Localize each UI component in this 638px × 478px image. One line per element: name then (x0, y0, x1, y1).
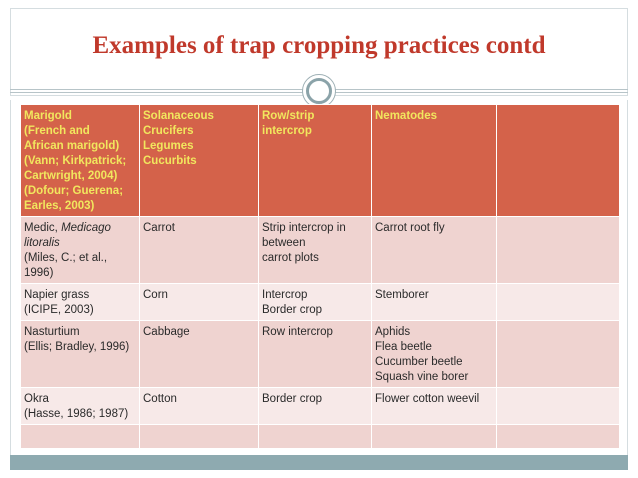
cell-empty (21, 425, 140, 449)
cell-text: Corn (143, 289, 168, 301)
header-text: Cucurbits (143, 155, 197, 167)
cell-text: Cabbage (143, 326, 190, 338)
trap-cropping-table (20, 104, 620, 449)
cell-empty (140, 425, 259, 449)
cell-empty (497, 284, 620, 321)
table-header-row (21, 105, 620, 217)
cell-empty (372, 425, 497, 449)
cell-empty (497, 321, 620, 388)
cell-text: Cotton (143, 393, 177, 405)
cell-text: Napier grass (24, 289, 90, 301)
cell-text: (ICIPE, 2003) (24, 304, 94, 316)
header-text: (Dofour; Guerena; (24, 185, 124, 197)
cell-empty (259, 425, 372, 449)
cell-text: Carrot root fly (375, 222, 445, 234)
cell-text: Row intercrop (262, 326, 333, 338)
cell-main-crop (140, 217, 259, 284)
cell-pest (372, 284, 497, 321)
header-text: intercrop (262, 125, 312, 137)
cell-main-crop (140, 321, 259, 388)
cell-text: Medic, (24, 222, 62, 234)
header-cell-pest (372, 105, 497, 217)
slide-title: Examples of trap cropping practices contd (92, 32, 546, 59)
cell-trap-crop (21, 388, 140, 425)
cell-text: Aphids (375, 326, 411, 338)
header-text: (Vann; Kirkpatrick; (24, 155, 127, 167)
header-text: Legumes (143, 140, 194, 152)
cell-method (259, 321, 372, 388)
cell-method (259, 284, 372, 321)
cell-empty (497, 388, 620, 425)
cell-text: 1996) (24, 267, 54, 279)
header-text: Solanaceous (143, 110, 214, 122)
cell-text: Flower cotton weevil (375, 393, 480, 405)
header-cell-main-crop (140, 105, 259, 217)
divider-ornament-ring (306, 78, 332, 104)
table-row (21, 388, 620, 425)
cell-method (259, 217, 372, 284)
cell-pest (372, 388, 497, 425)
cell-text: Border crop (262, 393, 323, 405)
cell-trap-crop (21, 217, 140, 284)
table-row (21, 284, 620, 321)
cell-text: Intercrop (262, 289, 308, 301)
cell-text: Nasturtium (24, 326, 80, 338)
cell-trap-crop (21, 284, 140, 321)
cell-text: Strip intercrop in (262, 222, 346, 234)
cell-empty (497, 425, 620, 449)
header-cell-method (259, 105, 372, 217)
cell-text: Carrot (143, 222, 175, 234)
cell-pest (372, 217, 497, 284)
cell-text: Cucumber beetle (375, 356, 463, 368)
cell-text: (Miles, C.; et al., (24, 252, 108, 264)
cell-empty (497, 217, 620, 284)
cell-text: Flea beetle (375, 341, 432, 353)
footer-band (10, 455, 628, 470)
header-text: African marigold) (24, 140, 120, 152)
header-text: Marigold (24, 110, 72, 122)
cell-method (259, 388, 372, 425)
cell-text-italic: Medicago (61, 222, 111, 234)
table-row-empty (21, 425, 620, 449)
table-row (21, 321, 620, 388)
cell-main-crop (140, 388, 259, 425)
cell-text: (Hasse, 1986; 1987) (24, 408, 129, 420)
header-text: Nematodes (375, 110, 437, 122)
cell-main-crop (140, 284, 259, 321)
cell-text: between (262, 237, 306, 249)
header-cell-trap-crop (21, 105, 140, 217)
header-text: Earles, 2003) (24, 200, 95, 212)
cell-text: (Ellis; Bradley, 1996) (24, 341, 130, 353)
cell-text-italic: litoralis (24, 237, 60, 249)
cell-trap-crop (21, 321, 140, 388)
table-row (21, 217, 620, 284)
header-text: (French and (24, 125, 90, 137)
cell-pest (372, 321, 497, 388)
header-text: Cartwright, 2004) (24, 170, 118, 182)
header-cell-empty (497, 105, 620, 217)
cell-text: Okra (24, 393, 49, 405)
cell-text: Stemborer (375, 289, 429, 301)
cell-text: carrot plots (262, 252, 319, 264)
header-text: Crucifers (143, 125, 194, 137)
cell-text: Border crop (262, 304, 323, 316)
cell-text: Squash vine borer (375, 371, 469, 383)
header-text: Row/strip (262, 110, 315, 122)
